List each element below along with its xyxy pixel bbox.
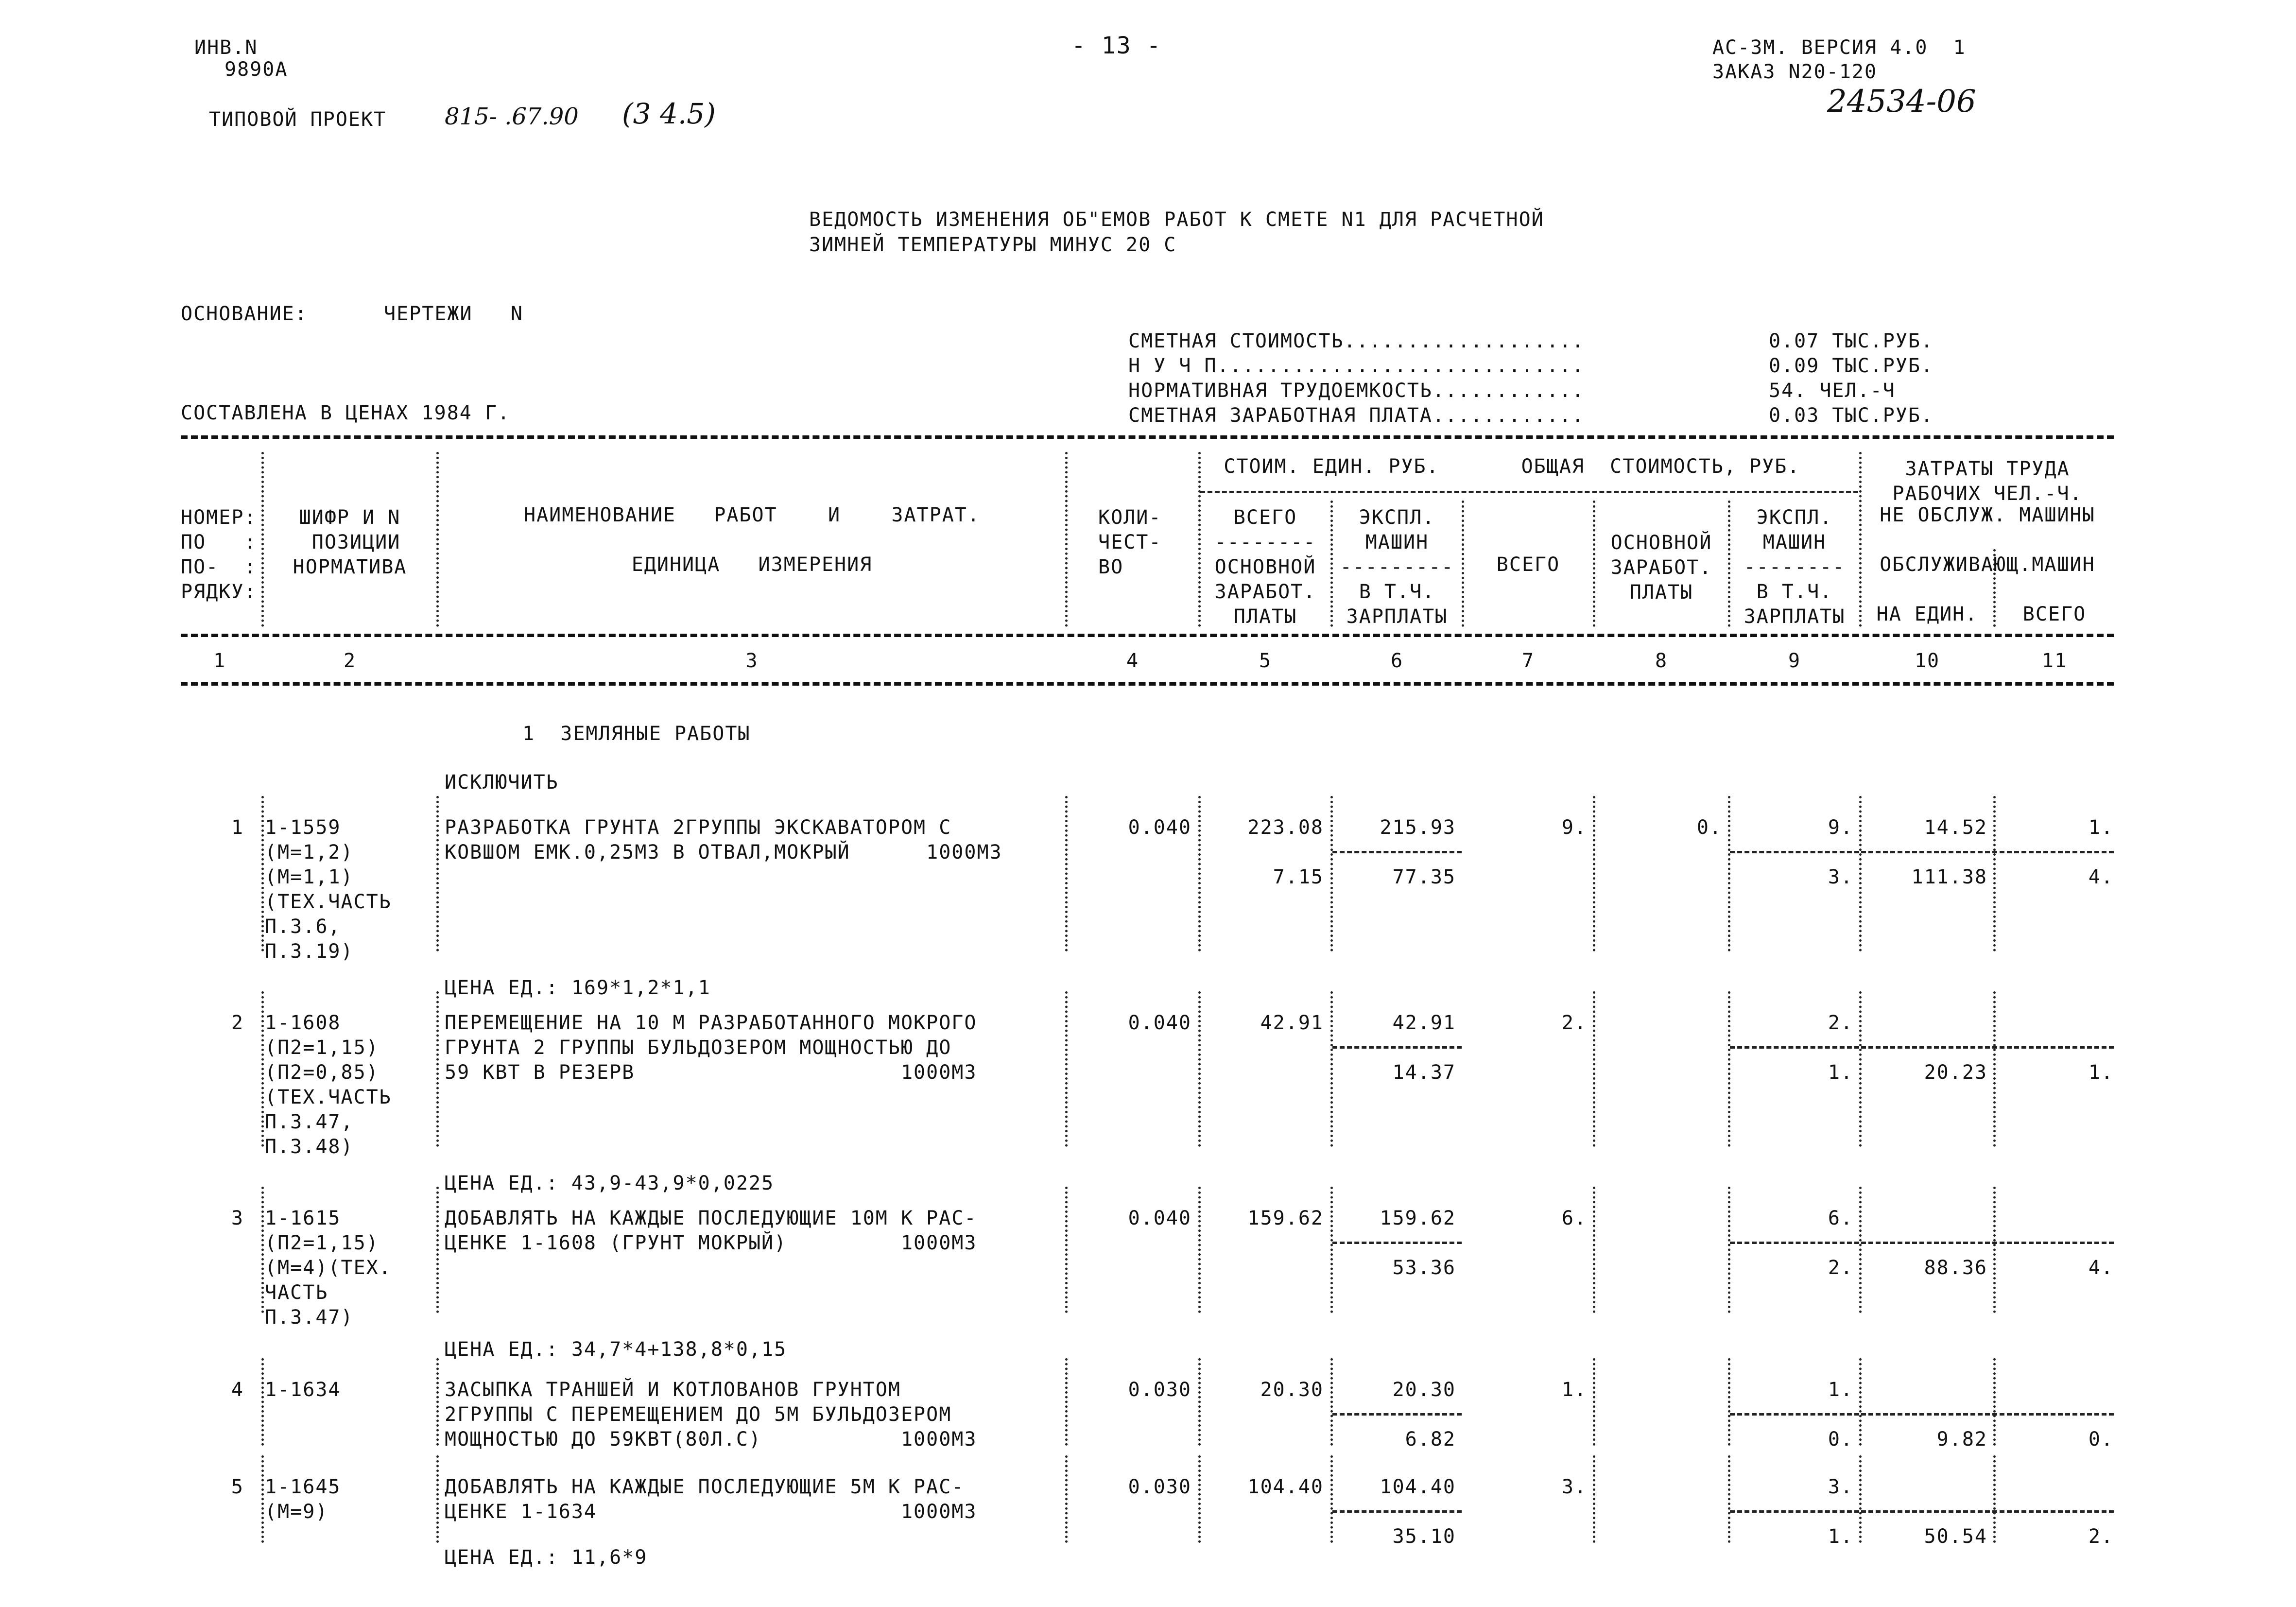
row-number: 2 bbox=[231, 1012, 244, 1034]
row-separator bbox=[1728, 1187, 1730, 1313]
row-sub-rule bbox=[1861, 851, 2114, 853]
header-sep bbox=[261, 452, 264, 627]
column-number: 11 bbox=[2041, 650, 2068, 672]
row-unit-cost-machine-wages: 77.35 bbox=[1392, 866, 1456, 888]
row-separator bbox=[1330, 1455, 1333, 1543]
basis-value: ЧЕРТЕЖИ N bbox=[384, 303, 523, 325]
row-labor-serving-total: 1. bbox=[2088, 1061, 2114, 1084]
row-unit-cost-machines: 42.91 bbox=[1392, 1012, 1456, 1034]
column-number: 5 bbox=[1259, 650, 1272, 672]
row-unit-cost-machines: 159.62 bbox=[1380, 1207, 1456, 1229]
row-code: 1-1608 (П2=1,15) (П2=0,85) (ТЕХ.ЧАСТЬ П.3.47, П.3.48) bbox=[265, 1012, 392, 1158]
summary-value-estimated-cost: 0.07 ТЫС.РУБ. bbox=[1769, 330, 1934, 352]
basis-label: ОСНОВАНИЕ: bbox=[181, 303, 308, 325]
row-description: РАЗРАБОТКА ГРУНТА 2ГРУППЫ ЭКСКАВАТОРОМ С КОВШОМ ЕМК.0,25М3 В ОТВАЛ,МОКРЫЙ 1000М3 bbox=[445, 816, 1002, 864]
col-header-8: ОСНОВНОЙ ЗАРАБОТ. ПЛАТЫ bbox=[1610, 532, 1712, 604]
project-label: ТИПОВОЙ ПРОЕКТ bbox=[209, 108, 387, 131]
row-labor-serving-unit: 9.82 bbox=[1936, 1428, 1987, 1451]
summary-label-wages: СМЕТНАЯ ЗАРАБОТНАЯ ПЛАТА............ bbox=[1128, 404, 1585, 427]
column-number: 7 bbox=[1521, 650, 1535, 672]
row-sub-rule bbox=[1730, 1510, 1859, 1513]
row-total-machine-wages: 2. bbox=[1828, 1257, 1853, 1279]
row-unit-cost-machines: 215.93 bbox=[1380, 816, 1456, 839]
row-description: ЗАСЫПКА ТРАНШЕЙ И КОТЛОВАНОВ ГРУНТОМ 2ГРУППЫ С ПЕРЕМЕЩЕНИЕМ ДО 5М БУЛЬДОЗЕРОМ МОЩНОСТЬЮ ДО 59КВТ(80Л.С) 1000М3 bbox=[445, 1379, 977, 1451]
col-header-code: ШИФР И N ПОЗИЦИИ НОРМАТИВА bbox=[293, 506, 407, 578]
row-unit-price-formula: ЦЕНА ЕД.: 11,6*9 bbox=[445, 1546, 648, 1569]
column-number: 8 bbox=[1655, 650, 1668, 672]
column-number: 3 bbox=[745, 650, 759, 672]
row-total-cost: 9. bbox=[1561, 816, 1587, 839]
col-header-7: ВСЕГО bbox=[1496, 553, 1560, 576]
col-header-6: ЭКСПЛ. МАШИН --------- В Т.Ч. ЗАРПЛАТЫ bbox=[1340, 506, 1454, 628]
row-labor-serving-total: 4. bbox=[2088, 1257, 2114, 1279]
col-header-10: НА ЕДИН. bbox=[1876, 603, 1978, 625]
summary-label-nuchp: Н У Ч П............................. bbox=[1128, 355, 1585, 377]
row-separator bbox=[1198, 1187, 1201, 1313]
project-number: 815- .67.90 bbox=[445, 103, 579, 130]
row-separator bbox=[1993, 1358, 1996, 1446]
row-description: ДОБАВЛЯТЬ НА КАЖДЫЕ ПОСЛЕДУЮЩИЕ 5М К РАС- ЦЕНКЕ 1-1634 1000М3 bbox=[445, 1476, 977, 1523]
row-total-cost: 1. bbox=[1561, 1379, 1587, 1401]
col-header-quantity: КОЛИ- ЧЕСТ- ВО bbox=[1098, 506, 1162, 578]
inventory-label: ИНВ.N bbox=[194, 36, 258, 59]
row-labor-serving-unit: 88.36 bbox=[1924, 1257, 1987, 1279]
col-header-work-name: НАИМЕНОВАНИЕ РАБОТ И ЗАТРАТ. bbox=[524, 504, 980, 526]
document-title-line1: ВЕДОМОСТЬ ИЗМЕНЕНИЯ ОБ"ЕМОВ РАБОТ К СМЕТЕ N1 ДЛЯ РАСЧЕТНОЙ bbox=[809, 208, 1544, 231]
row-separator bbox=[1330, 1358, 1333, 1446]
row-sub-rule bbox=[1332, 1046, 1462, 1049]
row-separator bbox=[1859, 796, 1862, 951]
row-separator bbox=[1065, 991, 1068, 1147]
row-labor-serving-unit: 50.54 bbox=[1924, 1525, 1987, 1548]
col-header-total-cost: ОБЩАЯ СТОИМОСТЬ, РУБ. bbox=[1521, 455, 1800, 478]
col-header-5: ВСЕГО -------- ОСНОВНОЙ ЗАРАБОТ. ПЛАТЫ bbox=[1214, 506, 1316, 628]
row-total-cost: 6. bbox=[1561, 1207, 1587, 1229]
column-number: 2 bbox=[343, 650, 357, 672]
row-unit-cost-machine-wages: 53.36 bbox=[1392, 1257, 1456, 1279]
summary-label-labor: НОРМАТИВНАЯ ТРУДОЕМКОСТЬ............ bbox=[1128, 380, 1585, 402]
col-header-9: ЭКСПЛ. МАШИН -------- В Т.Ч. ЗАРПЛАТЫ bbox=[1744, 506, 1846, 628]
col-header-unit: ЕДИНИЦА ИЗМЕРЕНИЯ bbox=[631, 553, 873, 576]
row-total-machines: 6. bbox=[1828, 1207, 1853, 1229]
col-header-serving-machines: ОБСЛУЖИВАЮЩ.МАШИН bbox=[1880, 553, 2095, 576]
row-separator bbox=[1198, 796, 1201, 951]
row-separator bbox=[1993, 796, 1996, 951]
row-separator bbox=[261, 1187, 264, 1313]
document-title-line2: ЗИМНЕЙ ТЕМПЕРАТУРЫ МИНУС 20 С bbox=[809, 234, 1177, 256]
row-unit-cost-total: 42.91 bbox=[1260, 1012, 1324, 1034]
row-code: 1-1615 (П2=1,15) (М=4)(ТЕХ. ЧАСТЬ П.3.47) bbox=[265, 1207, 392, 1329]
row-sub-rule bbox=[1730, 851, 1859, 853]
row-unit-price-formula: ЦЕНА ЕД.: 169*1,2*1,1 bbox=[445, 977, 711, 999]
row-separator bbox=[1198, 1358, 1201, 1446]
row-total-machines: 2. bbox=[1828, 1012, 1853, 1034]
row-sub-rule bbox=[1861, 1242, 2114, 1244]
row-sub-rule bbox=[1332, 851, 1462, 853]
row-separator bbox=[261, 991, 264, 1147]
col-header-11: ВСЕГО bbox=[2022, 603, 2087, 625]
row-separator bbox=[1993, 991, 1996, 1147]
row-separator bbox=[1728, 991, 1730, 1147]
column-number: 9 bbox=[1788, 650, 1801, 672]
section-exclude-label: ИСКЛЮЧИТЬ bbox=[445, 771, 559, 794]
row-separator bbox=[436, 991, 439, 1147]
row-sub-rule bbox=[1730, 1242, 1859, 1244]
row-separator bbox=[261, 1455, 264, 1543]
row-separator bbox=[1728, 1358, 1730, 1446]
column-number: 10 bbox=[1914, 650, 1940, 672]
row-number: 1 bbox=[231, 816, 244, 839]
row-labor-serving-unit: 111.38 bbox=[1911, 866, 1987, 888]
row-unit-cost-machines: 20.30 bbox=[1392, 1379, 1456, 1401]
column-numbers-rule bbox=[181, 682, 2114, 686]
row-unit-cost-machines: 104.40 bbox=[1380, 1476, 1456, 1498]
row-labor-not-serving-total: 1. bbox=[2088, 816, 2114, 839]
row-total-machine-wages: 3. bbox=[1828, 866, 1853, 888]
column-number: 6 bbox=[1390, 650, 1404, 672]
row-separator bbox=[436, 1358, 439, 1446]
row-separator bbox=[1330, 1187, 1333, 1313]
row-description: ПЕРЕМЕЩЕНИЕ НА 10 М РАЗРАБОТАННОГО МОКРОГО ГРУНТА 2 ГРУППЫ БУЛЬДОЗЕРОМ МОЩНОСТЬЮ ДО 59 КВТ В РЕЗЕРВ 1000М3 bbox=[445, 1012, 977, 1084]
row-separator bbox=[1859, 1455, 1862, 1543]
row-unit-cost-wages: 7.15 bbox=[1273, 866, 1324, 888]
row-total-machine-wages: 1. bbox=[1828, 1061, 1853, 1084]
row-quantity: 0.040 bbox=[1128, 1207, 1191, 1229]
row-total-cost: 2. bbox=[1561, 1012, 1587, 1034]
header-top-rule bbox=[181, 435, 2114, 439]
row-total-machine-wages: 0. bbox=[1828, 1428, 1853, 1451]
row-separator bbox=[1593, 1455, 1595, 1543]
row-labor-serving-total: 4. bbox=[2088, 866, 2114, 888]
summary-value-labor: 54. ЧЕЛ.-Ч bbox=[1769, 380, 1896, 402]
row-unit-price-formula: ЦЕНА ЕД.: 34,7*4+138,8*0,15 bbox=[445, 1338, 787, 1361]
row-separator bbox=[1065, 796, 1068, 951]
row-sub-rule bbox=[1332, 1413, 1462, 1416]
row-sub-rule bbox=[1730, 1046, 1859, 1049]
row-labor-serving-total: 2. bbox=[2088, 1525, 2114, 1548]
row-separator bbox=[1330, 991, 1333, 1147]
section-title: 1 ЗЕМЛЯНЫЕ РАБОТЫ bbox=[522, 723, 751, 745]
row-separator bbox=[1198, 1455, 1201, 1543]
row-unit-cost-total: 223.08 bbox=[1247, 816, 1324, 839]
row-labor-not-serving-unit: 14.52 bbox=[1924, 816, 1987, 839]
order-handwritten-number: 24534-06 bbox=[1827, 84, 1976, 120]
row-unit-cost-machine-wages: 6.82 bbox=[1405, 1428, 1456, 1451]
row-number: 3 bbox=[231, 1207, 244, 1229]
col-header-not-serving-machines: НЕ ОБСЛУЖ. МАШИНЫ bbox=[1880, 504, 2095, 526]
row-separator bbox=[1198, 991, 1201, 1147]
summary-value-wages: 0.03 ТЫС.РУБ. bbox=[1769, 404, 1934, 427]
row-separator bbox=[1859, 1358, 1862, 1446]
row-total-cost: 3. bbox=[1561, 1476, 1587, 1498]
col-header-unit-cost: СТОИМ. ЕДИН. РУБ. bbox=[1224, 455, 1439, 478]
row-separator bbox=[1859, 1187, 1862, 1313]
inventory-number: 9890А bbox=[224, 58, 288, 81]
row-sub-rule bbox=[1861, 1413, 2114, 1416]
row-total-machines: 1. bbox=[1828, 1379, 1853, 1401]
header-sep bbox=[1065, 452, 1068, 627]
row-quantity: 0.040 bbox=[1128, 816, 1191, 839]
row-separator bbox=[261, 796, 264, 951]
price-level-note: СОСТАВЛЕНА В ЦЕНАХ 1984 Г. bbox=[181, 402, 511, 424]
column-number: 4 bbox=[1126, 650, 1139, 672]
row-separator bbox=[1728, 796, 1730, 951]
row-number: 4 bbox=[231, 1379, 244, 1401]
row-description: ДОБАВЛЯТЬ НА КАЖДЫЕ ПОСЛЕДУЮЩИЕ 10М К РАС- ЦЕНКЕ 1-1608 (ГРУНТ МОКРЫЙ) 1000М3 bbox=[445, 1207, 977, 1254]
row-sub-rule bbox=[1861, 1510, 2114, 1513]
row-separator bbox=[1330, 796, 1333, 951]
row-unit-cost-total: 104.40 bbox=[1247, 1476, 1324, 1498]
row-unit-cost-machine-wages: 14.37 bbox=[1392, 1061, 1456, 1084]
row-unit-cost-machine-wages: 35.10 bbox=[1392, 1525, 1456, 1548]
row-unit-price-formula: ЦЕНА ЕД.: 43,9-43,9*0,0225 bbox=[445, 1172, 775, 1194]
row-labor-serving-unit: 20.23 bbox=[1924, 1061, 1987, 1084]
order-number: ЗАКАЗ N20-120 bbox=[1712, 61, 1878, 83]
row-separator bbox=[1593, 1187, 1595, 1313]
summary-label-estimated-cost: СМЕТНАЯ СТОИМОСТЬ................... bbox=[1128, 330, 1585, 352]
row-total-machine-wages: 1. bbox=[1828, 1525, 1853, 1548]
row-separator bbox=[261, 1358, 264, 1446]
row-separator bbox=[1859, 991, 1862, 1147]
col-header-labor: ЗАТРАТЫ ТРУДА РАБОЧИХ ЧЕЛ.-Ч. bbox=[1892, 458, 2083, 505]
row-code: 1-1634 bbox=[265, 1379, 341, 1401]
program-version: АС-3М. ВЕРСИЯ 4.0 1 bbox=[1712, 36, 1966, 59]
row-number: 5 bbox=[231, 1476, 244, 1498]
col-header-row-number: НОМЕР: ПО : ПО- : РЯДКУ: bbox=[181, 506, 257, 603]
header-bottom-rule bbox=[181, 634, 2114, 637]
row-quantity: 0.030 bbox=[1128, 1379, 1191, 1401]
row-labor-serving-total: 0. bbox=[2088, 1428, 2114, 1451]
row-sub-rule bbox=[1332, 1510, 1462, 1513]
project-part: (3 4.5) bbox=[622, 97, 716, 130]
row-sub-rule bbox=[1861, 1046, 2114, 1049]
row-unit-cost-total: 159.62 bbox=[1247, 1207, 1324, 1229]
row-total-machines: 3. bbox=[1828, 1476, 1853, 1498]
row-separator bbox=[1065, 1358, 1068, 1446]
row-separator bbox=[1593, 991, 1595, 1147]
header-group-rule bbox=[1200, 491, 1858, 493]
row-unit-cost-total: 20.30 bbox=[1260, 1379, 1324, 1401]
row-code: 1-1559 (М=1,2) (М=1,1) (ТЕХ.ЧАСТЬ П.3.6, П.3.19) bbox=[265, 816, 392, 963]
row-separator bbox=[436, 1455, 439, 1543]
row-quantity: 0.030 bbox=[1128, 1476, 1191, 1498]
summary-value-nuchp: 0.09 ТЫС.РУБ. bbox=[1769, 355, 1934, 377]
row-separator bbox=[1993, 1455, 1996, 1543]
header-sep bbox=[436, 452, 439, 627]
row-sub-rule bbox=[1730, 1413, 1859, 1416]
page-number: - 13 - bbox=[1071, 32, 1162, 59]
row-separator bbox=[1728, 1455, 1730, 1543]
row-separator bbox=[1593, 1358, 1595, 1446]
row-separator bbox=[436, 796, 439, 951]
row-code: 1-1645 (М=9) bbox=[265, 1476, 341, 1523]
row-total-wages: 0. bbox=[1696, 816, 1722, 839]
row-separator bbox=[436, 1187, 439, 1313]
row-separator bbox=[1593, 796, 1595, 951]
row-total-machines: 9. bbox=[1828, 816, 1853, 839]
row-separator bbox=[1065, 1455, 1068, 1543]
row-sub-rule bbox=[1332, 1242, 1462, 1244]
row-quantity: 0.040 bbox=[1128, 1012, 1191, 1034]
row-separator bbox=[1065, 1187, 1068, 1313]
column-number: 1 bbox=[213, 650, 226, 672]
row-separator bbox=[1993, 1187, 1996, 1313]
